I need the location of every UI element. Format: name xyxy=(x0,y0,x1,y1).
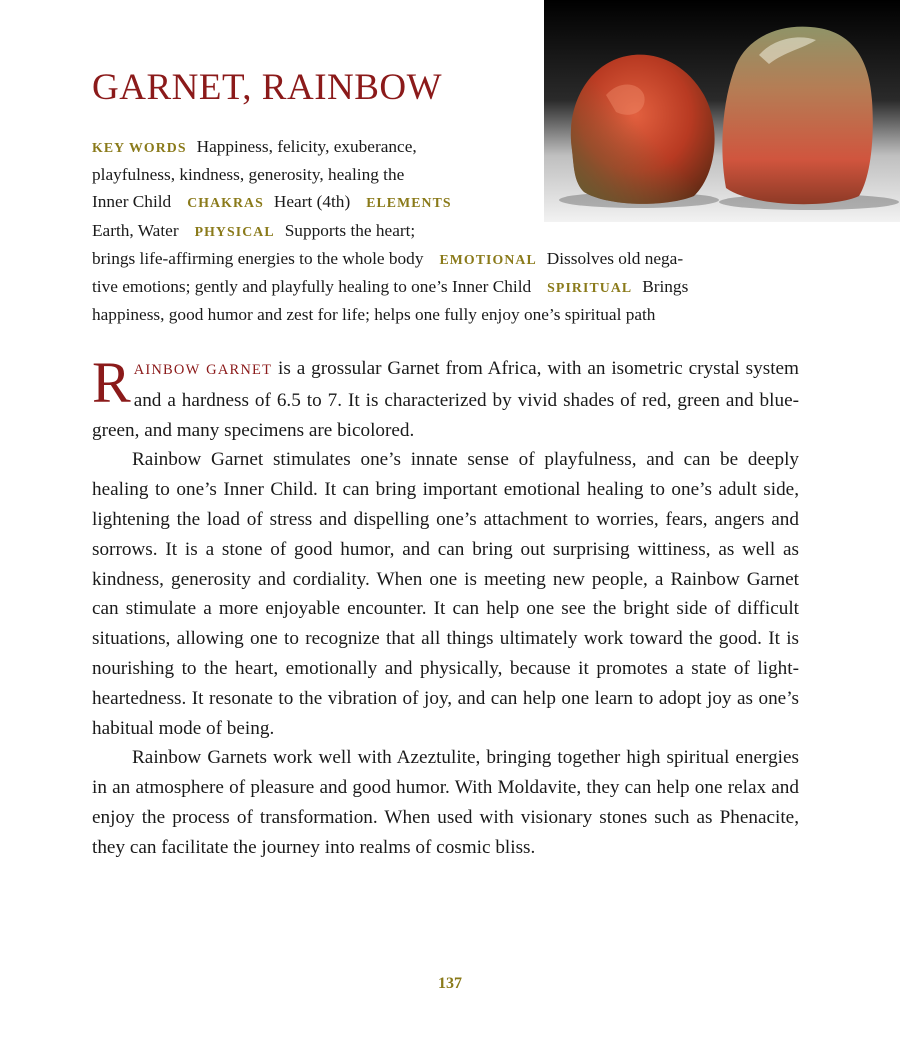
paragraph-1-text: is a grossular Garnet from Africa, with an isometric crystal system and a hardness of 6.5 to 7. It is characterized by vivid shades of red, green and blue-green, and many specimens are bicolored. xyxy=(92,358,799,441)
summary-line xyxy=(92,161,804,188)
emotional-text: tive emotions; gently and playfully healing to one’s Inner Child xyxy=(92,277,532,297)
paragraph-2: Rainbow Garnet stimulates one’s innate sense of playfulness, and can be deeply healing to one’s Inner Child. It can bring important emotional healing to one’s adult side, lightening the load of stress and dispelling one’s attachment to worries, fears, angers and sorrows. It is a stone of good humor, and can bring out surprising wittiness, as well as kindness, generosity and cordiality. When one is meeting new people, a Rainbow Garnet can stimulate a more enjoyable encounter. It can help one see the bright side of difficult situations, allowing one to recognize that all things ultimately work toward the good. It is nourishing to the heart, emotionally and physically, because it promotes a state of light-heartedness. It resonate to the vibration of joy, and can help one learn to adopt joy as one’s habitual mode of being. xyxy=(92,449,799,739)
spiritual-text: Brings xyxy=(642,277,689,297)
page-number: 137 xyxy=(438,975,462,992)
summary-line xyxy=(92,245,804,273)
summary-line xyxy=(92,273,804,301)
physical-text: Supports the heart; xyxy=(284,220,416,240)
spiritual-text: happiness, good humor and zest for life; helps one fully enjoy one’s spiritual path xyxy=(92,305,656,325)
elements-label: ELEMENTS xyxy=(366,195,452,211)
physical-label: PHYSICAL xyxy=(194,223,275,239)
emotional-label: EMOTIONAL xyxy=(439,251,537,267)
summary-line xyxy=(92,301,804,328)
key-words-label: KEY WORDS xyxy=(92,140,187,155)
drop-cap: R xyxy=(92,350,131,415)
spiritual-label: SPIRITUAL xyxy=(547,280,633,296)
summary-block xyxy=(92,133,804,328)
physical-text: brings life-affirming energies to the whole body xyxy=(92,248,424,268)
lead-small-caps: AINBOW GARNET xyxy=(133,362,273,378)
key-words-text: Happiness, felicity, exuberance, xyxy=(196,137,417,156)
summary-line xyxy=(92,188,804,216)
summary-line xyxy=(92,133,804,161)
elements-text: Earth, Water xyxy=(92,220,179,240)
paragraph-1 xyxy=(92,350,799,445)
key-words-text: Inner Child xyxy=(92,192,172,212)
key-words-text: playfulness, kindness, generosity, healing the xyxy=(92,165,405,185)
chakras-text: Heart (4th) xyxy=(273,192,351,212)
summary-line xyxy=(92,217,804,245)
body-text xyxy=(92,350,799,863)
emotional-text: Dissolves old nega- xyxy=(546,248,684,268)
chakras-label: CHAKRAS xyxy=(187,195,264,211)
paragraph-3: Rainbow Garnets work well with Azeztulite, bringing together high spiritual energies in an atmosphere of pleasure and good humor. With Moldavite, they can help one relax and enjoy the process of transformation. When used with visionary stones such as Phenacite, they can facilitate the journey into realms of cosmic bliss. xyxy=(92,747,799,858)
page-title: GARNET, RAINBOW xyxy=(92,67,443,108)
